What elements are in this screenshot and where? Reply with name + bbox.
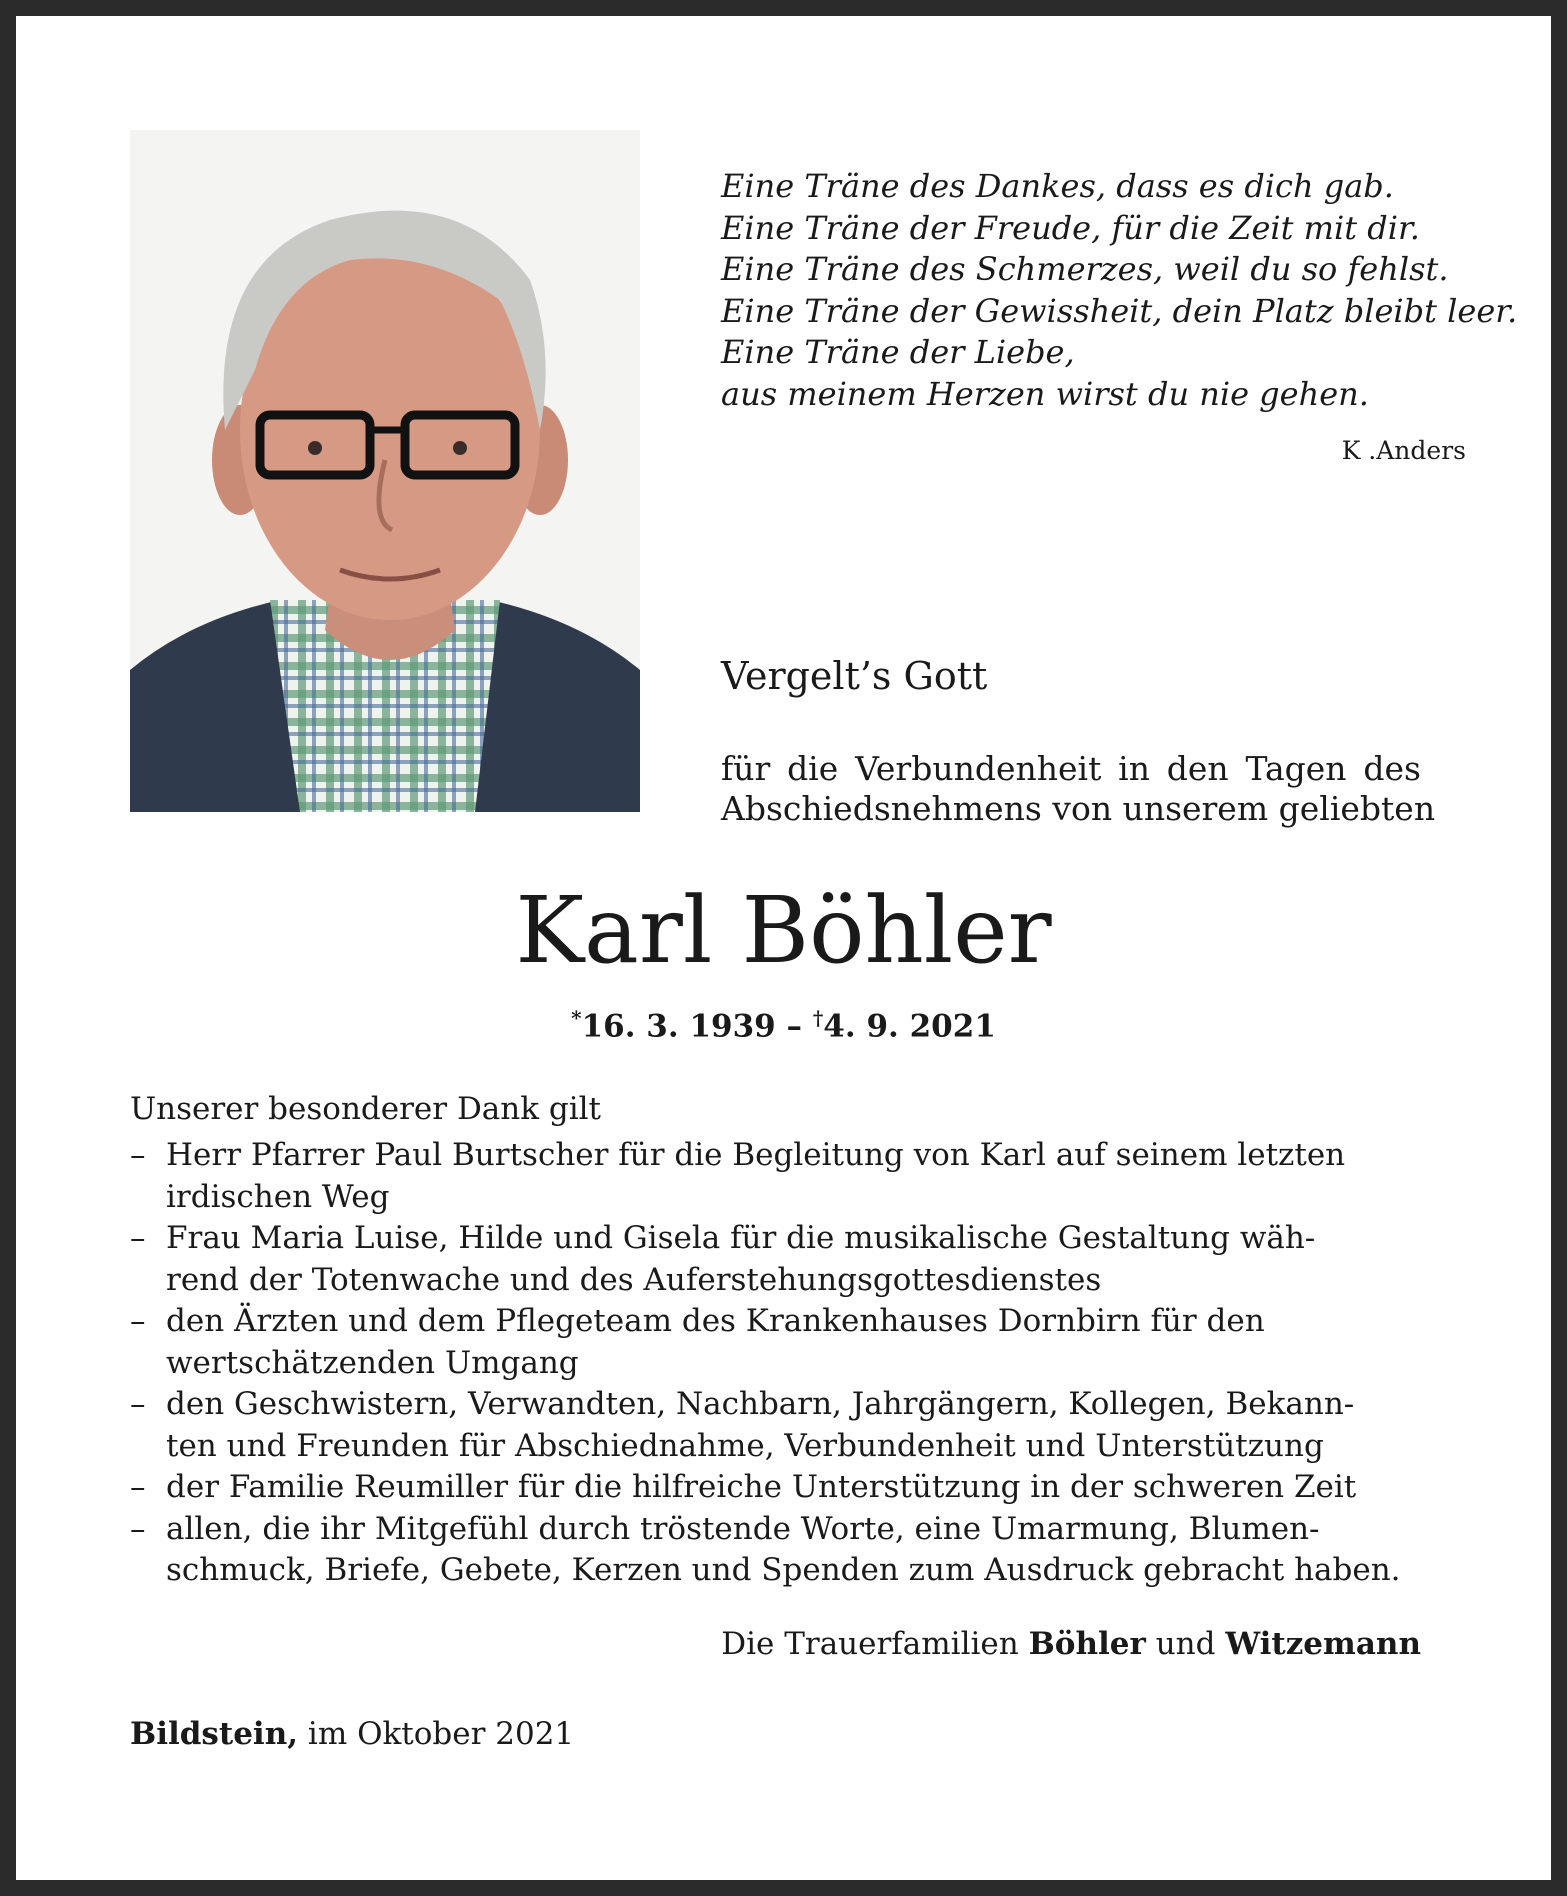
list-item-text bbox=[166, 1218, 1430, 1301]
word: des bbox=[1363, 749, 1421, 788]
poem-line: Eine Träne des Schmerzes, weil du so fehlst. bbox=[721, 250, 1449, 288]
portrait-illustration bbox=[130, 130, 640, 812]
poem-line: aus meinem Herzen wirst du nie gehen. bbox=[721, 374, 1369, 413]
text-line: ten und Freunden für Abschiednahme, Verbundenheit und Unterstützung bbox=[166, 1427, 1324, 1464]
text-line: den Ärzten und dem Pflegeteam des Krankenhauses Dornbirn für den bbox=[166, 1303, 1265, 1339]
deceased-name: Karl Böhler bbox=[515, 877, 1052, 984]
poem-author: K .Anders bbox=[1341, 436, 1466, 465]
place-date bbox=[130, 1716, 574, 1752]
list-item bbox=[130, 1218, 1430, 1301]
word: die bbox=[787, 749, 839, 788]
word: den bbox=[1166, 749, 1229, 788]
list-item-text bbox=[166, 1301, 1430, 1384]
list-item bbox=[130, 1384, 1430, 1467]
signature bbox=[616, 1626, 1421, 1662]
dash: – bbox=[130, 1510, 146, 1547]
thanks-intro-line bbox=[721, 789, 1436, 829]
death-date: 4. 9. 2021 bbox=[823, 1008, 996, 1045]
word: Verbundenheit bbox=[855, 749, 1102, 788]
word: in bbox=[1118, 749, 1150, 788]
birth-mark: * bbox=[571, 1006, 582, 1030]
word: Abschiedsnehmens von unserem geliebten bbox=[721, 789, 1436, 828]
dash: – bbox=[130, 1469, 146, 1505]
list-item bbox=[130, 1509, 1430, 1592]
signature-prefix: Die Trauerfamilien bbox=[721, 1626, 1019, 1662]
text-line: Herr Pfarrer Paul Burtscher für die Begleitung von Karl auf seinem letzten bbox=[166, 1137, 1346, 1173]
death-mark: † bbox=[812, 1006, 824, 1030]
date-separator: – bbox=[775, 1008, 813, 1045]
obituary-page bbox=[16, 16, 1551, 1880]
list-item bbox=[130, 1301, 1430, 1384]
birth-date: 16. 3. 1939 bbox=[581, 1008, 776, 1045]
family-name-2: Witzemann bbox=[1225, 1626, 1421, 1662]
text-line: schmuck, Briefe, Gebete, Kerzen und Spenden zum Ausdruck gebracht haben. bbox=[166, 1552, 1401, 1588]
dank-list bbox=[130, 1135, 1430, 1592]
list-item bbox=[130, 1135, 1430, 1218]
dash: – bbox=[130, 1386, 146, 1422]
thanks-heading: Vergelt’s Gott bbox=[721, 654, 988, 698]
memorial-poem bbox=[721, 166, 1518, 415]
dash: – bbox=[130, 1137, 146, 1173]
list-item bbox=[130, 1467, 1430, 1509]
life-dates bbox=[16, 1006, 1551, 1044]
text-line: rend der Totenwache und des Auferstehungsgottesdienstes bbox=[166, 1261, 1102, 1298]
word: Tagen bbox=[1245, 749, 1347, 788]
poem-line: Eine Träne der Freude, für die Zeit mit dir. bbox=[721, 208, 1420, 247]
family-name-1: Böhler bbox=[1028, 1626, 1146, 1662]
list-item-text bbox=[166, 1135, 1430, 1218]
place-date-text: im Oktober 2021 bbox=[307, 1716, 575, 1752]
text-line: irdischen Weg bbox=[166, 1178, 390, 1215]
word: für bbox=[721, 749, 771, 788]
poem-line: Eine Träne des Dankes, dass es dich gab. bbox=[721, 167, 1394, 205]
text-line: Frau Maria Luise, Hilde und Gisela für die musikalische Gestaltung wäh- bbox=[166, 1220, 1316, 1256]
dash: – bbox=[130, 1303, 146, 1339]
dank-heading: Unserer besonderer Dank gilt bbox=[130, 1091, 602, 1127]
list-item-text bbox=[166, 1467, 1430, 1509]
thanks-intro-line bbox=[721, 749, 1421, 789]
poem-line: Eine Träne der Gewissheit, dein Platz bleibt leer. bbox=[721, 291, 1518, 330]
poem-line: Eine Träne der Liebe, bbox=[721, 333, 1075, 371]
text-line: der Familie Reumiller für die hilfreiche Unterstützung in der schweren Zeit bbox=[166, 1469, 1357, 1505]
portrait-photo bbox=[130, 130, 640, 812]
thanks-intro bbox=[721, 749, 1436, 829]
dash: – bbox=[130, 1220, 146, 1256]
text-line: wertschätzenden Umgang bbox=[166, 1344, 579, 1381]
place-town: Bildstein, bbox=[130, 1716, 299, 1752]
signature-conj: und bbox=[1155, 1626, 1216, 1662]
text-line: allen, die ihr Mitgefühl durch tröstende Worte, eine Umarmung, Blumen- bbox=[166, 1510, 1320, 1547]
text-line: den Geschwistern, Verwandten, Nachbarn, Jahrgängern, Kollegen, Bekann- bbox=[166, 1386, 1355, 1422]
list-item-text bbox=[166, 1384, 1430, 1467]
list-item-text bbox=[166, 1509, 1430, 1592]
